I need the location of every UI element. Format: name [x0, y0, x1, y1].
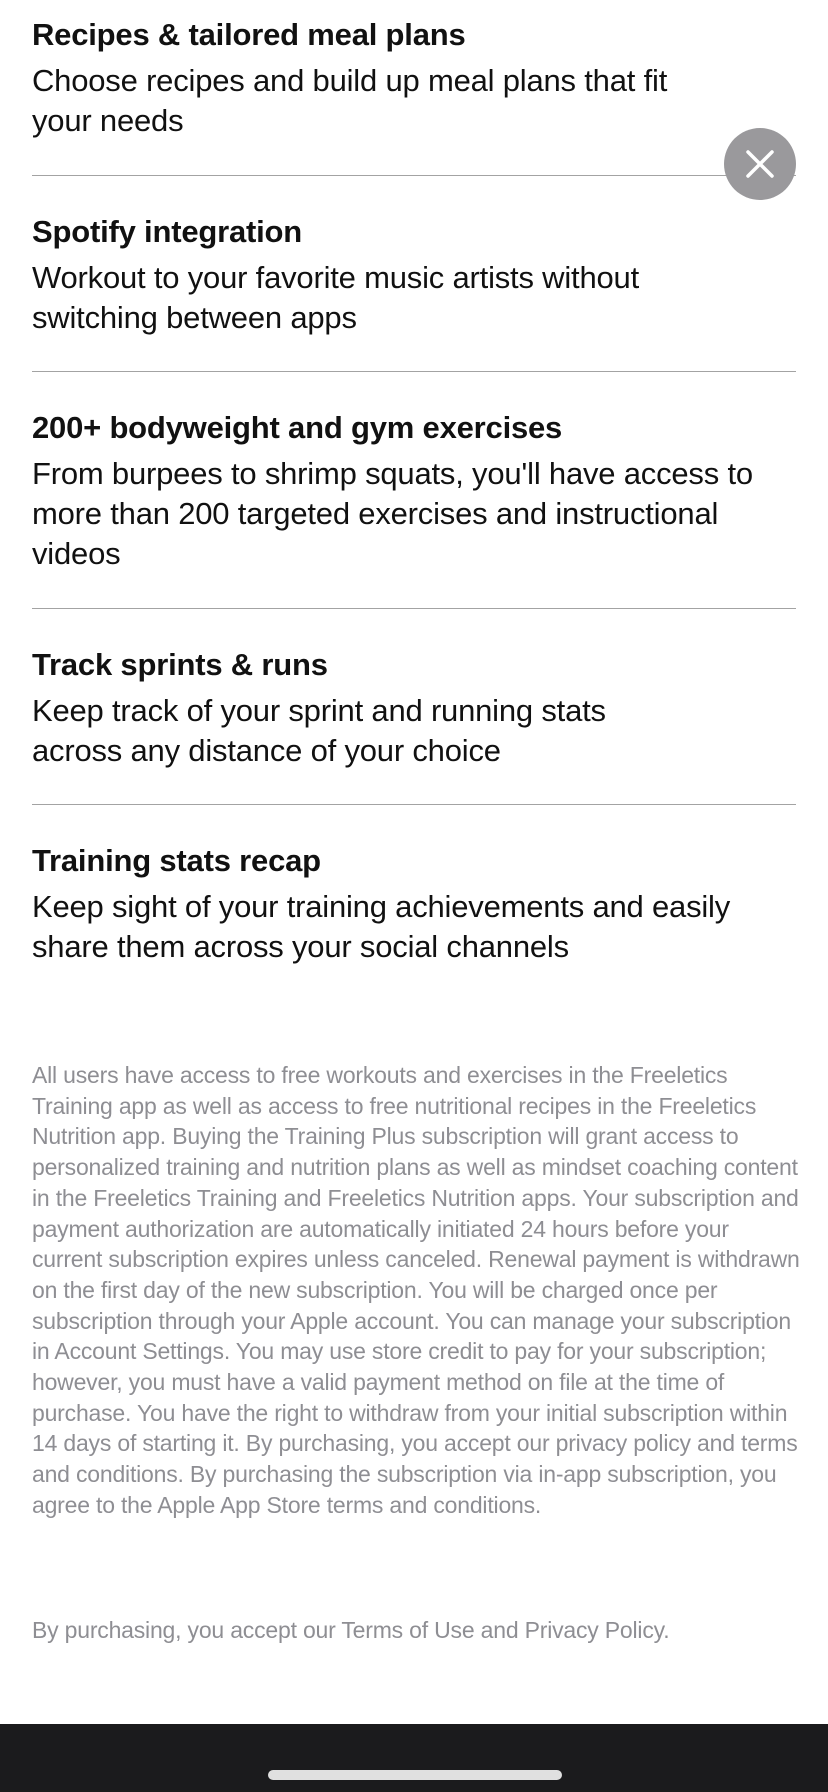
feature-title: Training stats recap [32, 843, 321, 878]
feature-description: Keep track of your sprint and running stats across any distance of your choice [32, 693, 606, 768]
feature-description: Workout to your favorite music artists without switching between apps [32, 260, 640, 335]
legal-disclaimer: All users have access to free workouts and exercises in the Freeletics Training app as well as access to free nutritional recipes in the Freeletics Nutrition app. Buying the Training Plus subscription will grant access to personalized training and nutrition plans as well as mindset coaching content in the Freeletics Training and Freeletics Nutrition apps. Your subscription and payment authorization are automatically initiated 24 hours before your current subscription expires unless canceled. Renewal payment is withdrawn on the first day of the new subscription. You will be charged once per subscription through your Apple account. You can manage your subscription in Account Settings. You may use store credit to pay for your subscription; however, you must have a valid payment method on file at the time of purchase. You have the right to withdraw from your initial subscription within 14 days of starting it. By purchasing, you accept our privacy policy and terms and conditions. By purchasing the subscription via in-app subscription, you agree to the Apple App Store terms and conditions. [32, 1062, 800, 1518]
home-indicator[interactable] [268, 1770, 562, 1780]
feature-item-recipes [32, 0, 796, 176]
close-button[interactable] [724, 128, 796, 200]
feature-title: Spotify integration [32, 214, 303, 249]
close-icon [745, 149, 775, 179]
terms-privacy-notice[interactable]: By purchasing, you accept our Terms of Use and Privacy Policy. [32, 1617, 670, 1643]
home-indicator-bar [0, 1724, 828, 1792]
feature-item-spotify [32, 176, 796, 372]
feature-title: Recipes & tailored meal plans [32, 17, 466, 52]
feature-title: 200+ bodyweight and gym exercises [32, 410, 563, 445]
feature-description: From burpees to shrimp squats, you'll have access to more than 200 targeted exercises and instructional videos [32, 456, 753, 571]
feature-description: Choose recipes and build up meal plans that fit your needs [32, 63, 668, 138]
feature-item-exercises [32, 372, 796, 609]
feature-description: Keep sight of your training achievements and easily share them across your social channels [32, 889, 731, 964]
feature-list [32, 0, 796, 967]
feature-title: Track sprints & runs [32, 647, 328, 682]
feature-item-stats-recap [32, 805, 796, 967]
feature-item-sprints [32, 609, 796, 805]
